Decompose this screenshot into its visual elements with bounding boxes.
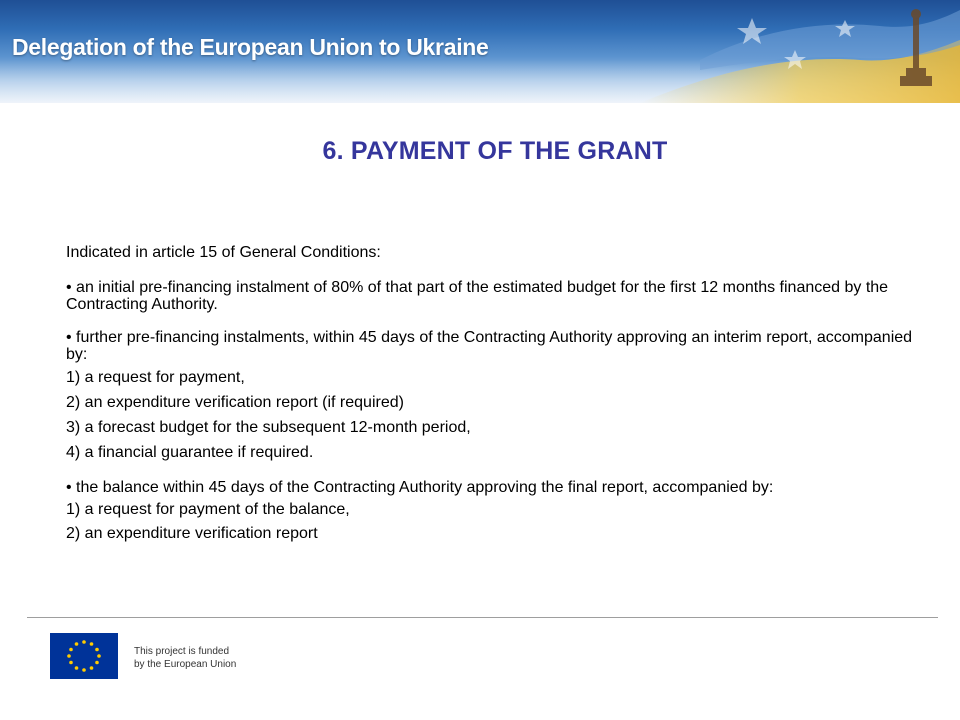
bullet-text: • further pre-financing instalments, within 45 days of the Contracting Authority approving an interim report, accompanied by:	[66, 329, 913, 363]
bullet-text: • an initial pre-financing instalment of 80% of that part of the estimated budget for the first 12 months financed by the Contracting Authority.	[66, 279, 889, 313]
bullet-text: • the balance within 45 days of the Contracting Authority approving the final report, accompanied by:	[66, 479, 774, 496]
eu-flag-icon	[50, 633, 118, 679]
intro-text: Indicated in article 15 of General Conditions:	[66, 244, 381, 261]
list-item: 1) a request for payment of the balance,	[66, 501, 350, 518]
bullet-block-3	[66, 479, 916, 544]
list-item: 2) an expenditure verification report (if required)	[66, 394, 404, 411]
list-item: 2) an expenditure verification report	[66, 525, 318, 542]
funding-line: This project is funded	[134, 646, 230, 657]
bullet-block-2	[66, 329, 916, 463]
list-item: 4) a financial guarantee if required.	[66, 444, 314, 461]
header-banner	[0, 0, 960, 103]
funding-note	[134, 645, 236, 671]
header-title: Delegation of the European Union to Ukraine	[12, 34, 489, 60]
footer-divider	[27, 617, 938, 618]
slide-content	[66, 242, 916, 560]
list-item: 3) a forecast budget for the subsequent 12-month period,	[66, 419, 471, 436]
funding-line: by the European Union	[134, 659, 237, 670]
page-title: 6. PAYMENT OF THE GRANT	[322, 137, 668, 165]
list-item: 1) a request for payment,	[66, 369, 245, 386]
bullet-block-1	[66, 279, 916, 313]
